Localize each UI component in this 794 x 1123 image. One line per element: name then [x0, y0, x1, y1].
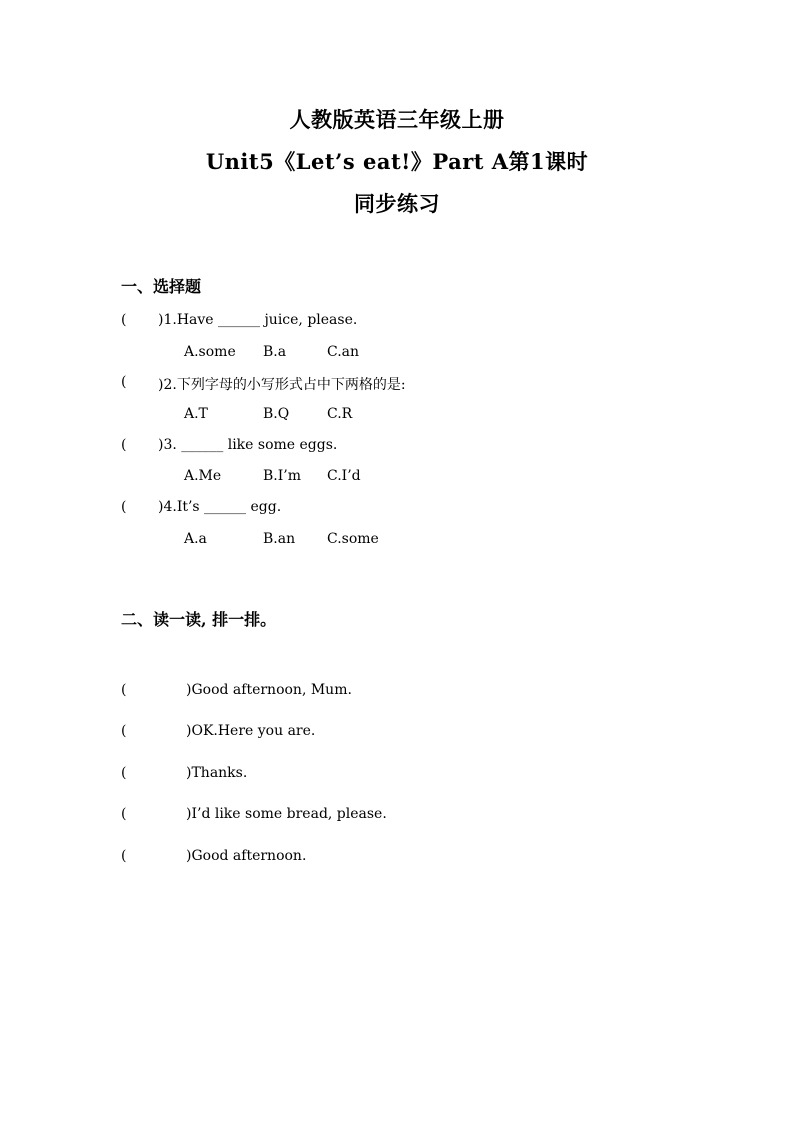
section-heading-choice: 一、选择题: [121, 277, 202, 296]
option-c: C.some: [327, 531, 379, 547]
answer-paren[interactable]: (: [121, 312, 127, 328]
question-text: )4.It’s ______ egg.: [158, 499, 282, 515]
question-text: )2.下列字母的小写形式占中下两格的是:: [158, 377, 406, 393]
section-heading-ordering: 二、读一读, 排一排。: [121, 610, 277, 629]
order-paren[interactable]: (: [121, 765, 127, 781]
dialogue-line: )I’d like some bread, please.: [186, 806, 387, 822]
page-subtitle-unit: Unit5《Let’s eat!》Part A第1课时: [205, 149, 589, 174]
page-title: 人教版英语三年级上册: [289, 107, 505, 132]
option-a: A.a: [184, 531, 207, 547]
order-paren[interactable]: (: [121, 806, 127, 822]
question-text: )1.Have ______ juice, please.: [158, 312, 358, 328]
dialogue-line: )Thanks.: [186, 765, 248, 781]
answer-paren[interactable]: (: [121, 437, 127, 453]
option-c: C.I’d: [327, 468, 361, 484]
answer-paren[interactable]: (: [121, 499, 127, 515]
option-b: B.I’m: [263, 468, 301, 484]
option-c: C.R: [327, 406, 353, 422]
option-b: B.Q: [263, 406, 290, 422]
order-paren[interactable]: (: [121, 848, 127, 864]
option-c: C.an: [327, 344, 360, 360]
question-text: )3. ______ like some eggs.: [158, 437, 338, 453]
dialogue-line: )Good afternoon.: [186, 848, 307, 864]
order-paren[interactable]: (: [121, 723, 127, 739]
order-paren[interactable]: (: [121, 682, 127, 698]
option-a: A.Me: [184, 468, 222, 484]
option-a: A.T: [184, 406, 208, 422]
option-b: B.an: [263, 531, 296, 547]
option-b: B.a: [263, 344, 287, 360]
option-a: A.some: [184, 344, 236, 360]
page-subtitle-practice: 同步练习: [354, 191, 440, 216]
dialogue-line: )Good afternoon, Mum.: [186, 682, 352, 698]
answer-paren[interactable]: (: [121, 374, 127, 390]
dialogue-line: )OK.Here you are.: [186, 723, 316, 739]
